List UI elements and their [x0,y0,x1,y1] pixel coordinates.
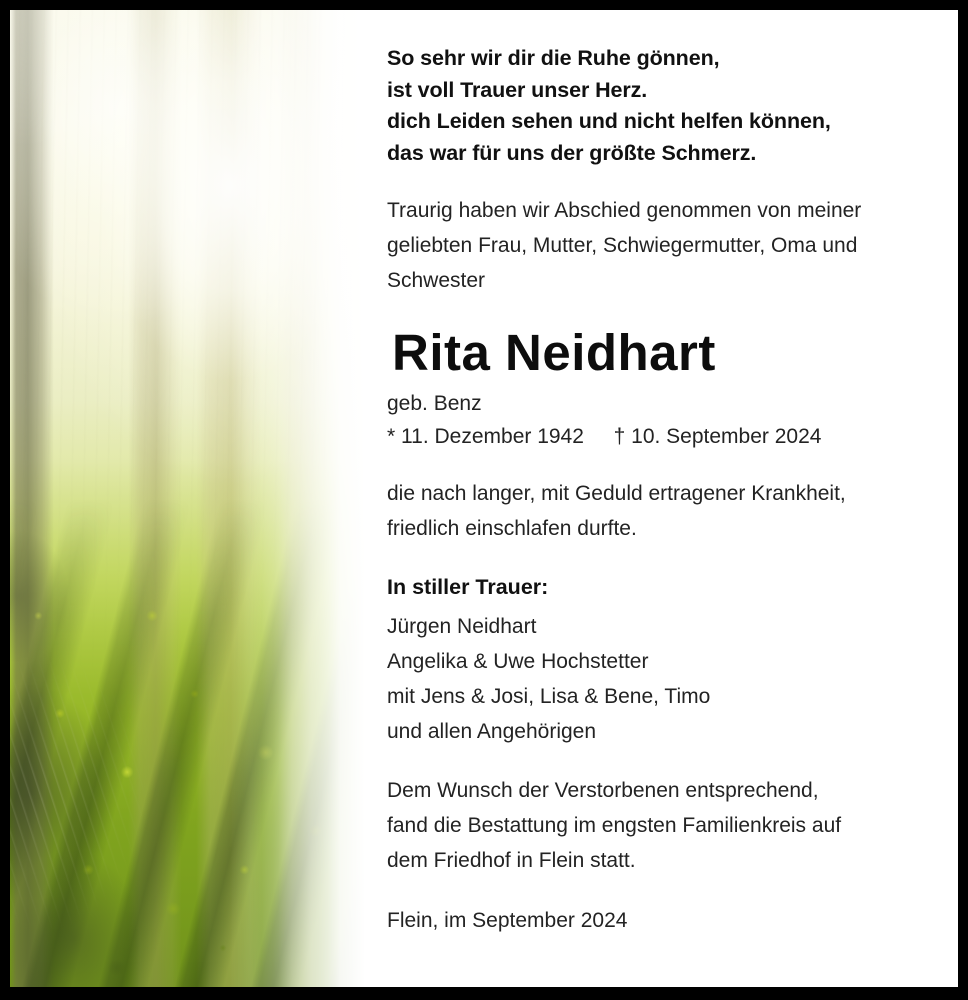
funeral-line-1: Dem Wunsch der Verstorbenen entsprechend, [387,779,819,802]
death-symbol: † [613,425,626,448]
spacer-before-name [387,298,958,324]
maiden-name: geb. Benz [387,392,482,415]
birth-symbol: * [387,425,396,448]
spacer-before-funeral [387,749,958,773]
place-and-date: Flein, im September 2024 [387,909,628,932]
mourner-1: Jürgen Neidhart [387,615,537,638]
memorial-poem [387,43,958,169]
mourners-list [387,609,958,749]
spacer-before-mourning [387,546,958,572]
funeral-line-3: dem Friedhof in Flein statt. [387,849,636,872]
forest-photograph [10,10,365,987]
photo-right-fade [10,10,365,987]
illness-line-1: die nach langer, mit Geduld ertragener Krankheit, [387,482,846,505]
birth-date: 11. Dezember 1942 [401,425,584,448]
funeral-line-2: fand die Bestattung im engsten Familienkreis auf [387,814,842,837]
notice-inner [10,10,958,987]
mourning-heading: In stiller Trauer: [387,575,549,599]
illness-paragraph [387,476,907,546]
poem-line-1: So sehr wir dir die Ruhe gönnen, [387,46,720,70]
mourner-2: Angelika & Uwe Hochstetter [387,650,649,673]
intro-line-3: Schwester [387,269,486,292]
life-dates [387,420,958,454]
death-date: 10. September 2024 [631,425,822,448]
mourner-4: und allen Angehörigen [387,720,597,743]
poem-line-3: dich Leiden sehen und nicht helfen können, [387,109,831,133]
illness-line-2: friedlich einschlafen durfte. [387,517,637,540]
text-column [365,10,958,987]
intro-line-2: geliebten Frau, Mutter, Schwiegermutter, Oma und [387,234,858,257]
funeral-paragraph [387,773,907,878]
intro-line-1: Traurig haben wir Abschied genommen von meiner [387,199,862,222]
poem-line-2: ist voll Trauer unser Herz. [387,77,648,102]
deceased-name: Rita Neidhart [392,324,716,381]
spacer-before-illness [387,454,958,476]
intro-paragraph [387,193,907,298]
poem-line-4: das war für uns der größte Schmerz. [387,140,757,165]
mourner-3: mit Jens & Josi, Lisa & Bene, Timo [387,685,711,708]
spacer-before-place [387,878,958,904]
